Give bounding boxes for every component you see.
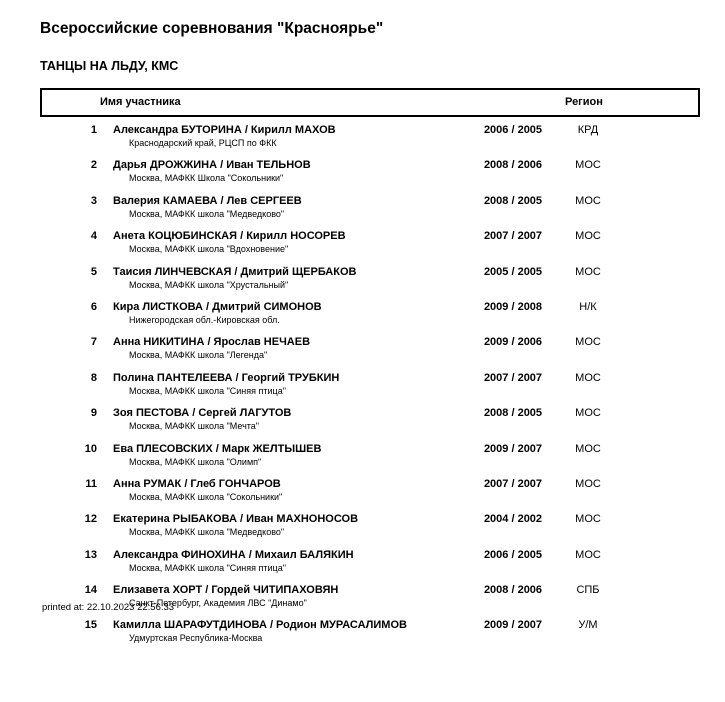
participant-name: Анна НИКИТИНА / Ярослав НЕЧАЕВ: [113, 336, 311, 349]
region-code: МОС: [575, 336, 601, 349]
participant-cell: [113, 230, 483, 255]
participant-cell: [113, 301, 483, 326]
row-number: 14: [84, 584, 97, 597]
participant-club: Москва, МАФКК школа "Мечта": [129, 421, 259, 432]
birth-years: 2009 / 2007: [483, 442, 543, 455]
participant-cell: [113, 372, 483, 397]
participant-cell: [113, 478, 483, 503]
region-code: МОС: [575, 407, 601, 420]
participant-club: Москва, МАФКК школа "Хрустальный": [129, 279, 289, 290]
row-number: 13: [84, 548, 97, 561]
participant-name: Таисия ЛИНЧЕВСКАЯ / Дмитрий ЩЕРБАКОВ: [113, 265, 357, 278]
participant-club: Санкт-Петербург, Академия ЛВС "Динамо": [129, 598, 307, 609]
participant-club: Москва, МАФКК школа "Синяя птица": [129, 562, 286, 573]
birth-years: 2007 / 2007: [483, 477, 543, 490]
region-code: МОС: [575, 477, 601, 490]
participant-club: Москва, МАФКК школа "Легенда": [129, 350, 268, 361]
participant-name: Екатерина РЫБАКОВА / Иван МАХНОНОСОВ: [113, 513, 359, 526]
region-code: МОС: [575, 265, 601, 278]
participant-club: Москва, МАФКК школа "Медведково": [129, 208, 285, 219]
participant-name: Полина ПАНТЕЛЕЕВА / Георгий ТРУБКИН: [113, 371, 340, 384]
birth-years: 2004 / 2002: [483, 513, 543, 526]
row-number: 5: [90, 265, 97, 278]
row-number: 3: [90, 194, 97, 207]
column-header-participant-name: Имя участника: [100, 96, 181, 108]
row-number: 12: [84, 513, 97, 526]
table-row: [40, 404, 700, 439]
participant-name: Елизавета ХОРТ / Гордей ЧИТИПАХОВЯН: [113, 584, 339, 597]
participant-cell: [113, 443, 483, 468]
birth-years: 2009 / 2006: [483, 336, 543, 349]
participant-club: Нижегородская обл.-Кировская обл.: [129, 314, 280, 325]
table-row: [40, 369, 700, 404]
participant-club: Удмуртская Республика-Москва: [129, 633, 263, 644]
region-code: МОС: [575, 159, 601, 172]
birth-years: 2008 / 2005: [483, 407, 543, 420]
participant-cell: [113, 407, 483, 432]
participants-list: [40, 121, 700, 652]
participant-name: Зоя ПЕСТОВА / Сергей ЛАГУТОВ: [113, 407, 292, 420]
printed-at-timestamp: printed at: 22.10.2023 22:56:33: [42, 602, 175, 613]
table-row: [40, 121, 700, 156]
row-number: 6: [90, 300, 97, 313]
competition-title: Всероссийские соревнования "Красноярье": [40, 20, 384, 37]
participant-name: Дарья ДРОЖЖИНА / Иван ТЕЛЬНОВ: [113, 159, 311, 172]
participant-name: Анета КОЦЮБИНСКАЯ / Кирилл НОСОРЕВ: [113, 230, 346, 243]
birth-years: 2009 / 2008: [483, 300, 543, 313]
birth-years: 2008 / 2006: [483, 584, 543, 597]
table-header: [40, 88, 700, 117]
column-header-region: Регион: [565, 96, 603, 108]
row-number: 9: [90, 407, 97, 420]
participant-club: Москва, МАФКК школа "Вдохновение": [129, 244, 289, 255]
table-row: [40, 156, 700, 191]
table-row: [40, 440, 700, 475]
birth-years: 2008 / 2006: [483, 159, 543, 172]
participant-name: Камилла ШАРАФУТДИНОВА / Родион МУРАСАЛИМОВ: [113, 619, 407, 632]
region-code: СПБ: [576, 584, 600, 597]
participant-club: Москва, МАФКК школа "Синяя птица": [129, 385, 286, 396]
region-code: Н/К: [579, 300, 597, 313]
birth-years: 2007 / 2007: [483, 371, 543, 384]
event-category-title: ТАНЦЫ НА ЛЬДУ, КМС: [40, 59, 179, 73]
row-number: 15: [84, 619, 97, 632]
participant-cell: [113, 266, 483, 291]
region-code: МОС: [575, 548, 601, 561]
row-number: 11: [85, 477, 97, 490]
region-code: МОС: [575, 194, 601, 207]
participant-name: Валерия КАМАЕВА / Лев СЕРГЕЕВ: [113, 194, 302, 207]
region-code: МОС: [575, 442, 601, 455]
birth-years: 2008 / 2005: [483, 194, 543, 207]
participant-club: Москва, МАФКК школа "Сокольники": [129, 491, 283, 502]
table-row: [40, 227, 700, 262]
table-row: [40, 333, 700, 368]
region-code: МОС: [575, 371, 601, 384]
table-row: [40, 263, 700, 298]
participant-cell: [113, 195, 483, 220]
birth-years: 2005 / 2005: [483, 265, 543, 278]
row-number: 10: [84, 442, 97, 455]
row-number: 2: [90, 159, 97, 172]
participant-name: Кира ЛИСТКОВА / Дмитрий СИМОНОВ: [113, 300, 322, 313]
row-number: 8: [90, 371, 97, 384]
region-code: МОС: [575, 513, 601, 526]
birth-years: 2009 / 2007: [483, 619, 543, 632]
participant-name: Ева ПЛЕСОВСКИХ / Марк ЖЕЛТЫШЕВ: [113, 442, 322, 455]
table-row: [40, 475, 700, 510]
row-number: 4: [90, 230, 97, 243]
region-code: МОС: [575, 230, 601, 243]
table-row: [40, 510, 700, 545]
birth-years: 2007 / 2007: [483, 230, 543, 243]
participant-club: Москва, МАФКК школа "Олимп": [129, 456, 262, 467]
participant-cell: [113, 336, 483, 361]
participant-cell: [113, 549, 483, 574]
table-row: [40, 546, 700, 581]
participant-cell: [113, 124, 483, 149]
participant-cell: [113, 619, 483, 644]
participant-club: Москва, МАФКК Школа "Сокольники": [129, 173, 284, 184]
region-code: У/М: [578, 619, 598, 632]
participant-club: Москва, МАФКК школа "Медведково": [129, 527, 285, 538]
participant-name: Анна РУМАК / Глеб ГОНЧАРОВ: [113, 477, 281, 490]
table-row: [40, 298, 700, 333]
birth-years: 2006 / 2005: [483, 548, 543, 561]
row-number: 1: [90, 124, 97, 136]
table-row: [40, 616, 700, 651]
table-row: [40, 192, 700, 227]
row-number: 7: [90, 336, 97, 349]
birth-years: 2006 / 2005: [483, 124, 543, 136]
participant-club: Краснодарский край, РЦСП по ФКК: [129, 138, 277, 148]
participant-name: Александра ФИНОХИНА / Михаил БАЛЯКИН: [113, 548, 354, 561]
participant-cell: [113, 159, 483, 184]
participant-cell: [113, 513, 483, 538]
region-code: КРД: [577, 124, 599, 136]
participant-name: Александра БУТОРИНА / Кирилл МАХОВ: [113, 124, 336, 136]
